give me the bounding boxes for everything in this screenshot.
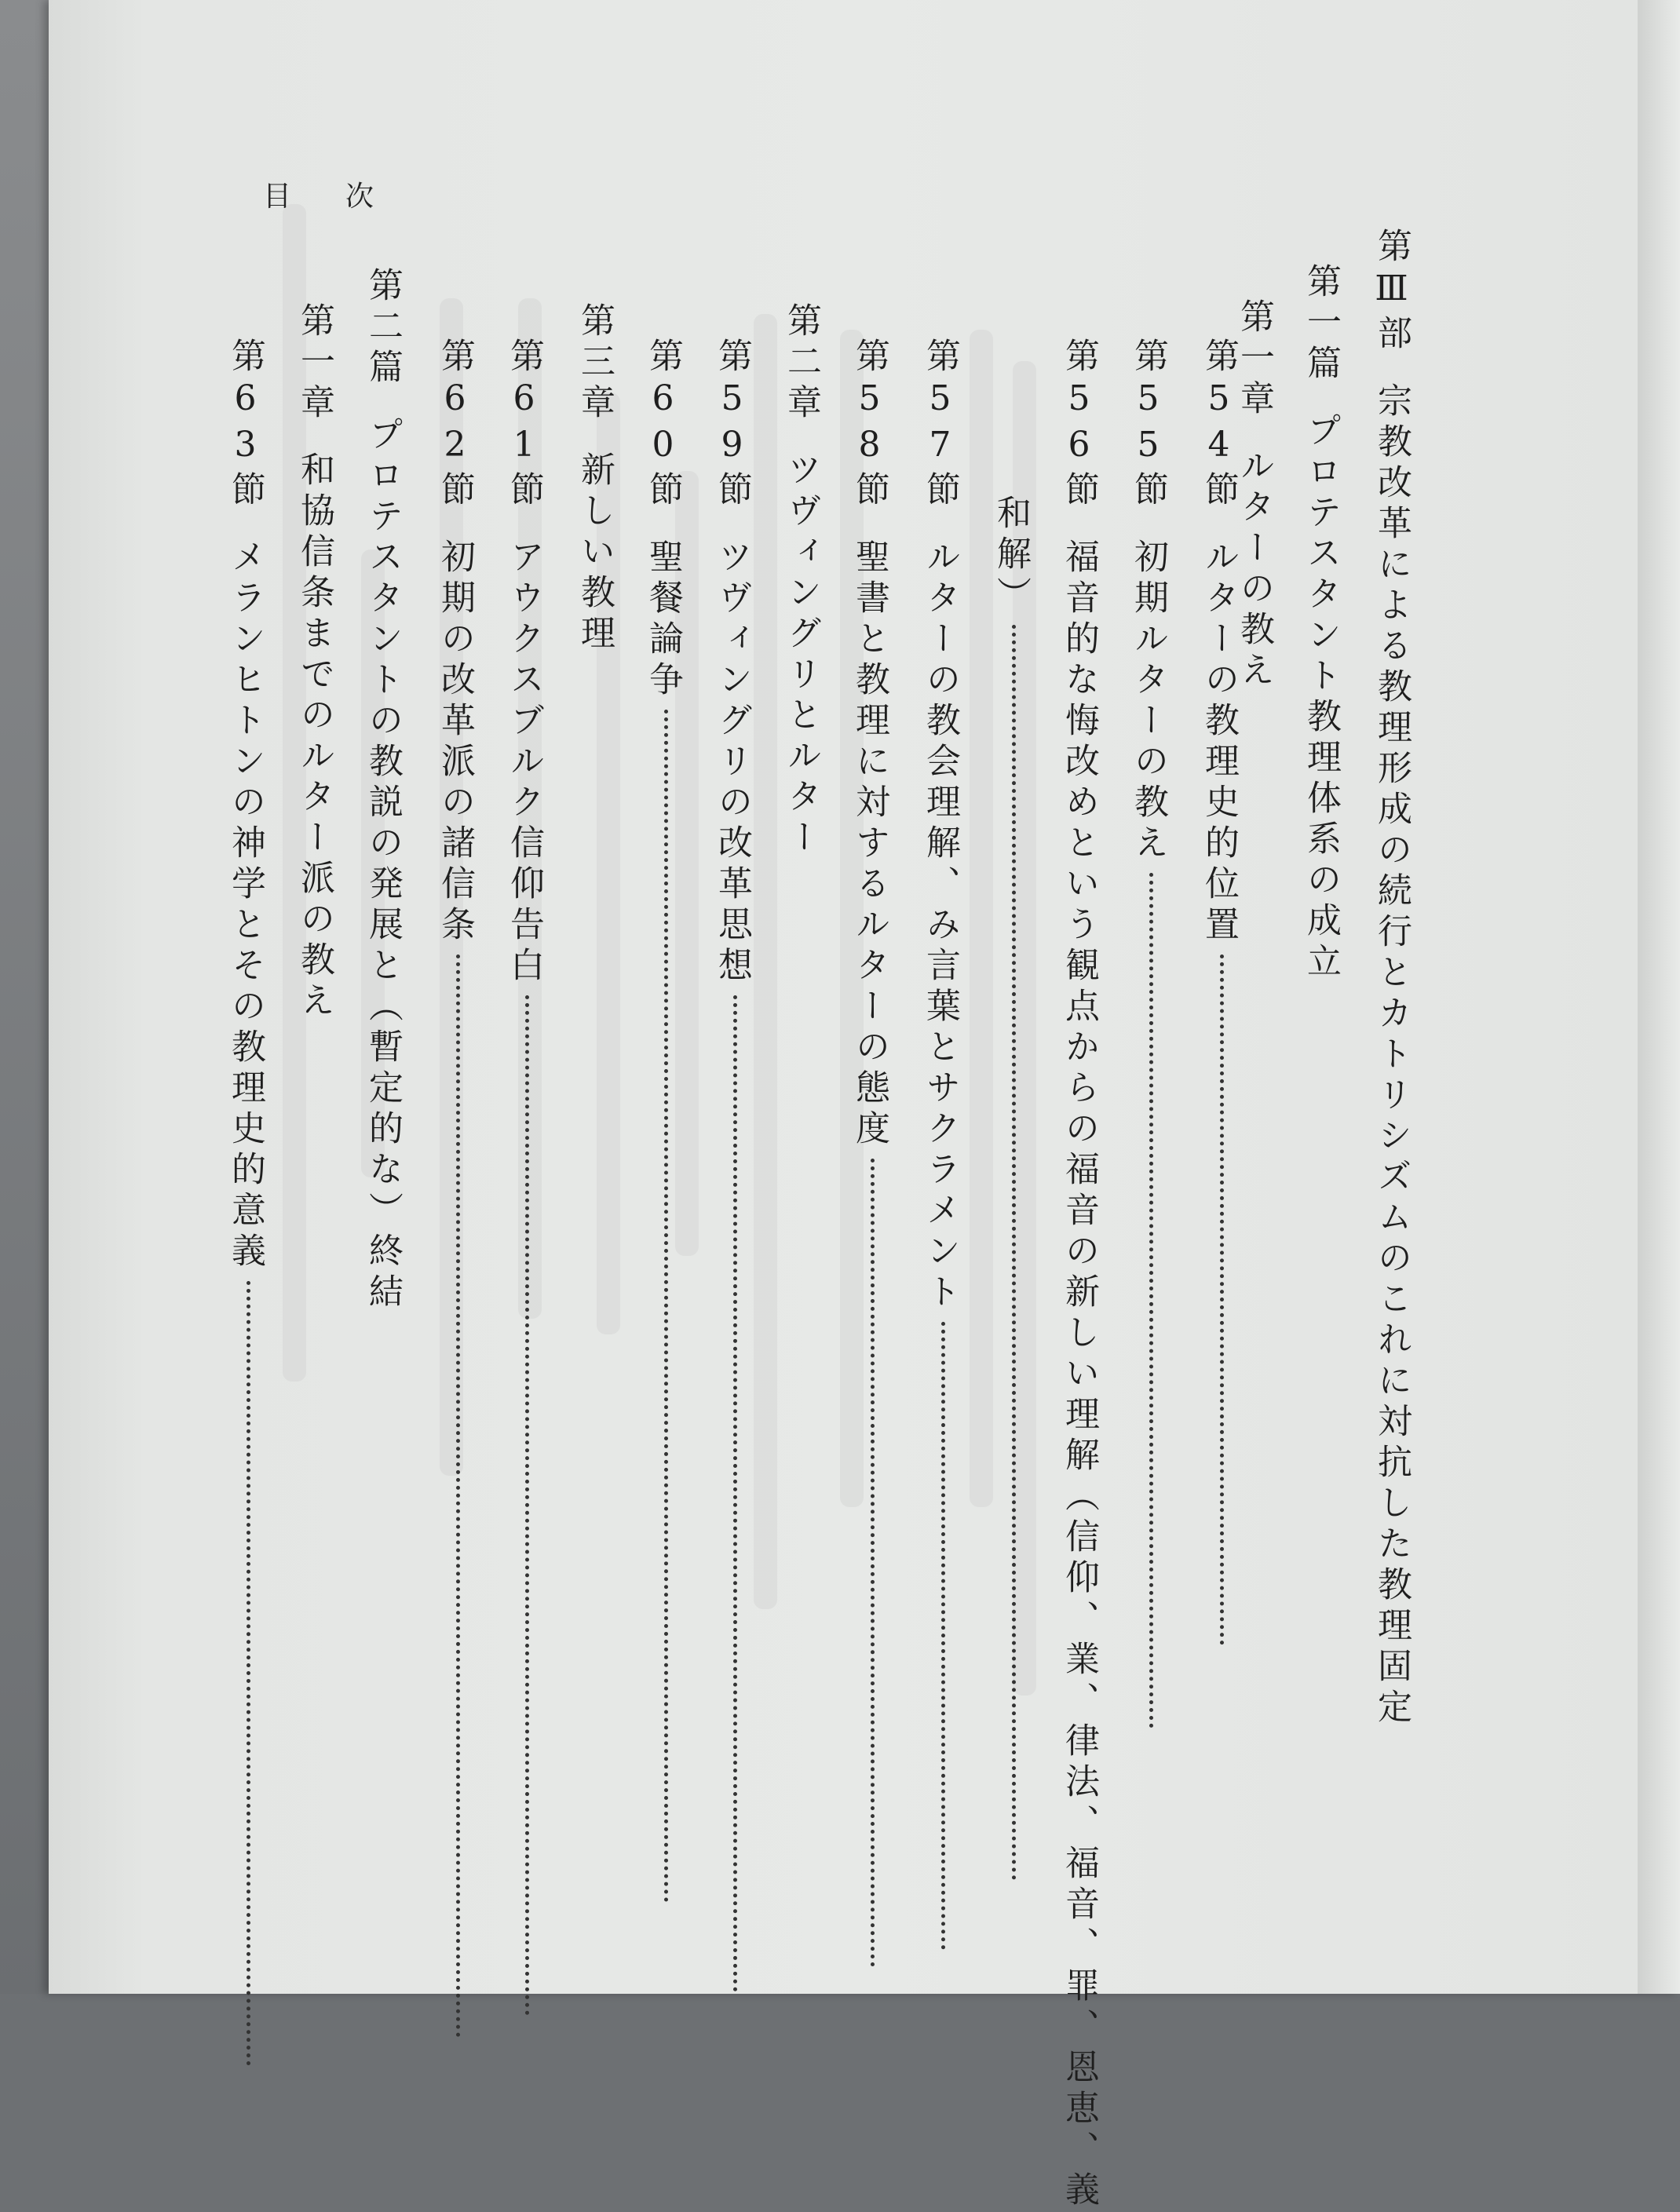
toc-label: 第56節 [1059, 338, 1099, 512]
toc-entry-hen1 [1301, 263, 1341, 984]
toc-label: 第二篇 [363, 267, 403, 389]
toc-label: 第一篇 [1301, 263, 1341, 385]
toc-title: メランヒトンの神学とその教理史的意義 [225, 538, 265, 1273]
toc-title: ツヴィングリの改革思想 [712, 538, 752, 987]
toc-entry-61 [504, 338, 544, 2016]
toc-title: ルターの教え [1234, 447, 1274, 692]
toc-entry-62 [435, 338, 475, 2038]
toc-title: ルターの教理史的位置 [1199, 538, 1239, 947]
page-edge [1638, 0, 1680, 1994]
leader-dots [450, 955, 460, 2038]
toc-label: 第61節 [504, 338, 544, 512]
toc-title: ルターの教会理解、み言葉とサクラメント [920, 538, 960, 1314]
toc-entry-chapter1 [1234, 298, 1274, 692]
toc-label: 第62節 [435, 338, 475, 512]
leader-dots [727, 995, 737, 1992]
toc-title: プロテスタントの教説の発展と（暫定的な）終結 [363, 416, 403, 1314]
toc-entry-hen2-chapter1 [294, 302, 334, 1023]
toc-entry-part3 [1371, 228, 1412, 1729]
toc-label: 第一章 [1234, 298, 1274, 421]
toc-label: 第58節 [849, 338, 889, 512]
toc-label: 第一章 [294, 302, 334, 425]
leader-dots [1006, 625, 1016, 1881]
leader-dots [1143, 873, 1153, 1728]
toc-label: 第55節 [1128, 338, 1168, 512]
toc-entry-chapter2 [781, 302, 821, 860]
toc-label: 第Ⅲ部 [1371, 228, 1412, 356]
toc-entry-59 [712, 338, 752, 1992]
toc-label: 第60節 [643, 338, 683, 512]
toc-entry-57 [920, 338, 960, 1950]
leader-dots [935, 1322, 945, 1950]
toc-entry-56 [1059, 338, 1099, 2212]
toc-label: 第57節 [920, 338, 960, 512]
toc-title: 初期の改革派の諸信条 [435, 538, 475, 947]
toc-entry-60 [643, 338, 683, 1903]
toc-label: 第63節 [225, 338, 265, 512]
toc-entry-56-cont [991, 495, 1031, 1881]
toc-title: プロテスタント教理体系の成立 [1301, 412, 1341, 984]
toc-title: 宗教改革による教理形成の続行とカトリシズムのこれに対抗した教理固定 [1371, 382, 1412, 1729]
toc-entry-chapter3 [575, 302, 615, 655]
toc-entry-55 [1128, 338, 1168, 1728]
toc-title: 聖書と教理に対するルターの態度 [849, 538, 889, 1151]
leader-dots [1214, 955, 1224, 1645]
leader-dots [658, 710, 668, 1903]
toc-title: 聖餐論争 [643, 538, 683, 702]
header-right: 次 [345, 181, 374, 213]
toc-title: 初期ルターの教え [1128, 538, 1168, 865]
toc-title: 福音的な悔改めという観点からの福音の新しい理解（信仰、業、律法、福音、罪、恩恵、義 [1059, 538, 1099, 2212]
toc-title: 和解） [991, 495, 1031, 617]
leader-dots [864, 1159, 875, 1967]
toc-label: 第54節 [1199, 338, 1239, 512]
toc-title: 和協信条までのルター派の教え [294, 451, 334, 1023]
toc-title: アウクスブルク信仰告白 [504, 538, 544, 987]
toc-title: 新しい教理 [575, 451, 615, 655]
toc-title: ツヴィングリとルター [781, 451, 821, 860]
toc-label: 第59節 [712, 338, 752, 512]
leader-dots [240, 1281, 250, 2066]
toc-entry-58 [849, 338, 889, 1967]
leader-dots [519, 995, 529, 2016]
toc-label: 第三章 [575, 302, 615, 425]
header-left: 目 [263, 181, 292, 213]
toc-label: 第二章 [781, 302, 821, 425]
toc-entry-54 [1199, 338, 1239, 1645]
toc-entry-63 [225, 338, 265, 2066]
toc-entry-hen2 [363, 267, 403, 1314]
